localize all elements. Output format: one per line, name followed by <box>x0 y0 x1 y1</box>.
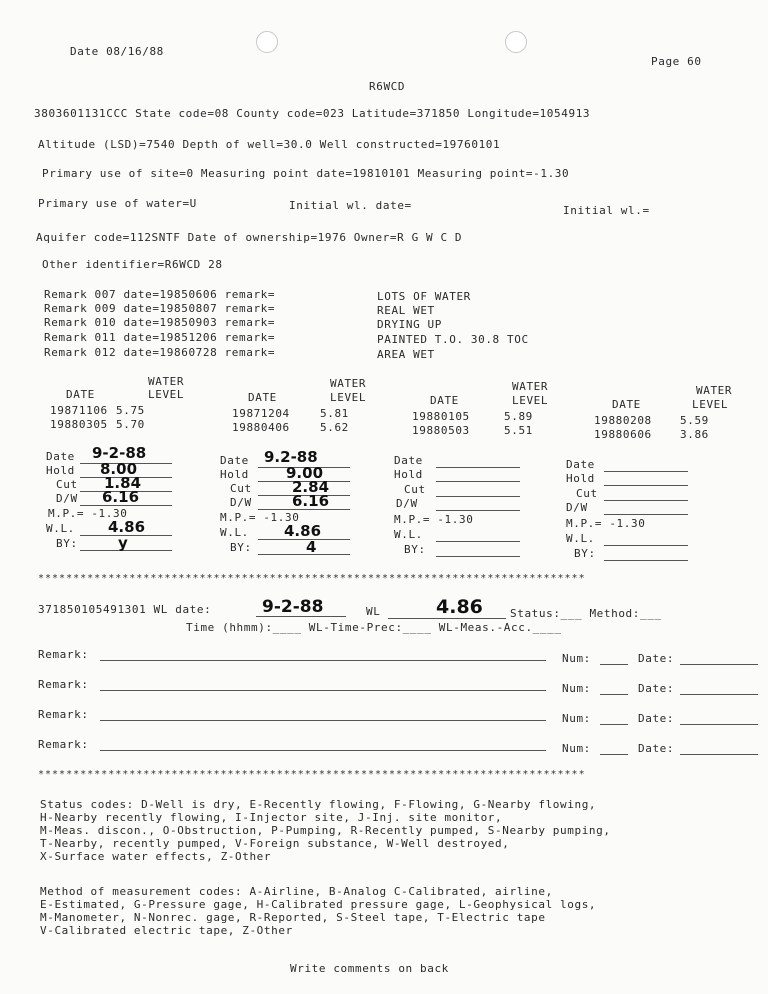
date-field[interactable] <box>680 724 758 725</box>
remark-text: REAL WET <box>377 304 435 317</box>
time-line: Time (hhmm):____ WL-Time-Prec:____ WL-Meas.-Acc.____ <box>186 621 562 634</box>
level-header: LEVEL <box>330 391 367 404</box>
handwritten-initials[interactable]: 4 <box>306 538 317 556</box>
handwritten-date[interactable]: 9.2-88 <box>264 448 318 466</box>
level-value: 5.81 <box>320 407 349 420</box>
remark-text: LOTS OF WATER <box>377 290 471 303</box>
num-field[interactable] <box>600 754 628 755</box>
handwritten-initials[interactable]: y <box>118 534 128 552</box>
page-number: Page 60 <box>651 55 702 68</box>
wl-label: W.L. <box>220 526 249 539</box>
mp-label: M.P.= -1.30 <box>566 517 646 530</box>
by-label: BY: <box>404 543 426 556</box>
hold-label: Hold <box>566 472 595 485</box>
status-codes-line: Status codes: D-Well is dry, E-Recently flowing, F-Flowing, G-Nearby flowing, <box>40 798 597 811</box>
num-label: Num: <box>562 652 591 665</box>
date-header: DATE <box>66 388 95 401</box>
num-field[interactable] <box>600 664 628 665</box>
remark-label: Remark: <box>38 708 89 721</box>
method-codes-line: V-Calibrated electric tape, Z-Other <box>40 924 293 937</box>
level-date: 19871204 <box>232 407 290 420</box>
hold-label: Hold <box>46 464 75 477</box>
date-label: Date <box>394 454 423 467</box>
remark-text: DRYING UP <box>377 318 443 331</box>
water-header: WATER <box>330 377 367 390</box>
dw-label: D/W <box>566 501 588 514</box>
status-codes-line: H-Nearby recently flowing, I-Injector site, J-Inj. site monitor, <box>40 811 503 824</box>
level-date: 19880105 <box>412 410 470 423</box>
status-codes-line: M-Meas. discon., O-Obstruction, P-Pumping, R-Recently pumped, S-Nearby pumping, <box>40 824 611 837</box>
hold-field[interactable] <box>604 485 688 486</box>
org-title: R6WCD <box>369 80 406 93</box>
site-line-1: 3803601131CCC State code=08 County code=023 Latitude=371850 Longitude=1054913 <box>34 107 591 120</box>
date-header: DATE <box>248 391 277 404</box>
footer-note: Write comments on back <box>290 962 449 975</box>
initial-wl: Initial wl.= <box>563 204 650 217</box>
handwritten-wl-date[interactable]: 9-2-88 <box>262 597 324 617</box>
remark-code: Remark 007 date=19850606 remark= <box>44 288 276 301</box>
level-header: LEVEL <box>692 398 729 411</box>
remark-code: Remark 009 date=19850807 remark= <box>44 302 276 315</box>
mp-label: M.P.= -1.30 <box>220 511 300 524</box>
wl-label: W.L. <box>46 522 75 535</box>
dw-label: D/W <box>230 496 252 509</box>
mp-label: M.P.= -1.30 <box>48 507 128 520</box>
primary-use-water: Primary use of water=U <box>38 197 197 210</box>
cut-field[interactable] <box>604 500 688 501</box>
water-header: WATER <box>148 375 185 388</box>
date-label: Date <box>220 454 249 467</box>
hold-label: Hold <box>394 468 423 481</box>
punch-hole-right <box>505 31 527 53</box>
date-label: Date <box>566 458 595 471</box>
cut-label: Cut <box>576 487 598 500</box>
level-date: 19880208 <box>594 414 652 427</box>
level-value: 3.86 <box>680 428 709 441</box>
status-codes-line: X-Surface water effects, Z-Other <box>40 850 272 863</box>
num-label: Num: <box>562 712 591 725</box>
other-identifier: Other identifier=R6WCD 28 <box>42 258 223 271</box>
remark-field[interactable] <box>100 720 546 721</box>
num-field[interactable] <box>600 694 628 695</box>
handwritten-date[interactable]: 9-2-88 <box>92 444 147 462</box>
by-label: BY: <box>56 537 78 550</box>
method-codes-line: M-Manometer, N-Nonrec. gage, R-Reported, S-Steel tape, T-Electric tape <box>40 911 546 924</box>
site-line-3: Primary use of site=0 Measuring point date=19810101 Measuring point=-1.30 <box>42 167 570 180</box>
wl-field[interactable] <box>604 545 688 546</box>
by-field[interactable] <box>436 556 520 557</box>
remark-code: Remark 012 date=19860728 remark= <box>44 346 276 359</box>
dw-label: D/W <box>396 497 418 510</box>
level-value: 5.89 <box>504 410 533 423</box>
site-wl-date-label: 371850105491301 WL date: <box>38 603 212 616</box>
water-header: WATER <box>696 384 733 397</box>
level-date: 19880503 <box>412 424 470 437</box>
date-header: DATE <box>430 394 459 407</box>
handwritten-hold[interactable]: 9.00 <box>286 464 324 482</box>
dw-label: D/W <box>56 492 78 505</box>
by-field[interactable] <box>604 560 688 561</box>
level-date: 19871106 <box>50 404 108 417</box>
date-label: Date: <box>638 652 675 665</box>
wl-field[interactable] <box>436 541 520 542</box>
cut-label: Cut <box>404 483 426 496</box>
date-field[interactable] <box>680 754 758 755</box>
site-line-5: Aquifer code=112SNTF Date of ownership=1976 Owner=R G W C D <box>36 231 463 244</box>
num-label: Num: <box>562 682 591 695</box>
level-value: 5.51 <box>504 424 533 437</box>
level-value: 5.62 <box>320 421 349 434</box>
remark-field[interactable] <box>100 750 546 751</box>
method-codes-line: E-Estimated, G-Pressure gage, H-Calibrated pressure gage, L-Geophysical logs, <box>40 898 597 911</box>
wl-label: W.L. <box>566 532 595 545</box>
report-date: Date 08/16/88 <box>70 45 164 58</box>
num-label: Num: <box>562 742 591 755</box>
water-header: WATER <box>512 380 549 393</box>
hold-label: Hold <box>220 468 249 481</box>
status-method: Status:___ Method:___ <box>510 607 662 620</box>
handwritten-wl-value[interactable]: 4.86 <box>436 596 483 618</box>
initial-wl-date: Initial wl. date= <box>289 199 412 212</box>
by-label: BY: <box>230 541 252 554</box>
remark-label: Remark: <box>38 678 89 691</box>
remark-text: AREA WET <box>377 348 435 361</box>
cut-field[interactable] <box>436 496 520 497</box>
date-label: Date: <box>638 712 675 725</box>
wl-label: WL <box>366 605 381 618</box>
level-date: 19880606 <box>594 428 652 441</box>
handwritten-wl[interactable]: 4.86 <box>108 518 146 536</box>
wl-label: W.L. <box>394 528 423 541</box>
dw-field[interactable] <box>436 510 520 511</box>
date-label: Date <box>46 450 75 463</box>
handwritten-cut[interactable]: 2.84 <box>292 478 330 496</box>
remark-code: Remark 011 date=19851206 remark= <box>44 331 276 344</box>
remark-label: Remark: <box>38 648 89 661</box>
remark-label: Remark: <box>38 738 89 751</box>
level-value: 5.70 <box>116 418 145 431</box>
level-date: 19880406 <box>232 421 290 434</box>
date-label: Date: <box>638 742 675 755</box>
hold-field[interactable] <box>436 481 520 482</box>
level-header: LEVEL <box>148 388 185 401</box>
remark-code: Remark 010 date=19850903 remark= <box>44 316 276 329</box>
remark-field[interactable] <box>100 660 546 661</box>
handwritten-cut[interactable]: 1.84 <box>104 474 142 492</box>
remark-text: PAINTED T.O. 30.8 TOC <box>377 333 529 346</box>
level-date: 19880305 <box>50 418 108 431</box>
handwritten-dw[interactable]: 6.16 <box>102 488 140 506</box>
level-value: 5.75 <box>116 404 145 417</box>
level-header: LEVEL <box>512 394 549 407</box>
handwritten-dw[interactable]: 6.16 <box>292 492 330 510</box>
method-codes-line: Method of measurement codes: A-Airline, B-Analog C-Calibrated, airline, <box>40 885 553 898</box>
site-line-2: Altitude (LSD)=7540 Depth of well=30.0 Well constructed=19760101 <box>38 138 501 151</box>
level-value: 5.59 <box>680 414 709 427</box>
dw-field[interactable] <box>604 514 688 515</box>
star-divider: ****************************************************************************** <box>38 573 586 584</box>
handwritten-wl[interactable]: 4.86 <box>284 522 322 540</box>
punch-hole-left <box>256 31 278 53</box>
date-field[interactable] <box>604 471 688 472</box>
date-header: DATE <box>612 398 641 411</box>
remark-field[interactable] <box>100 690 546 691</box>
star-divider: ****************************************************************************** <box>38 769 586 780</box>
cut-label: Cut <box>230 482 252 495</box>
date-label: Date: <box>638 682 675 695</box>
num-field[interactable] <box>600 724 628 725</box>
by-label: BY: <box>574 547 596 560</box>
date-field[interactable] <box>436 467 520 468</box>
status-codes-line: T-Nearby, recently pumped, V-Foreign substance, W-Well destroyed, <box>40 837 510 850</box>
date-field[interactable] <box>680 694 758 695</box>
cut-label: Cut <box>56 478 78 491</box>
mp-label: M.P.= -1.30 <box>394 513 474 526</box>
handwritten-hold[interactable]: 8.00 <box>100 460 138 478</box>
date-field[interactable] <box>680 664 758 665</box>
